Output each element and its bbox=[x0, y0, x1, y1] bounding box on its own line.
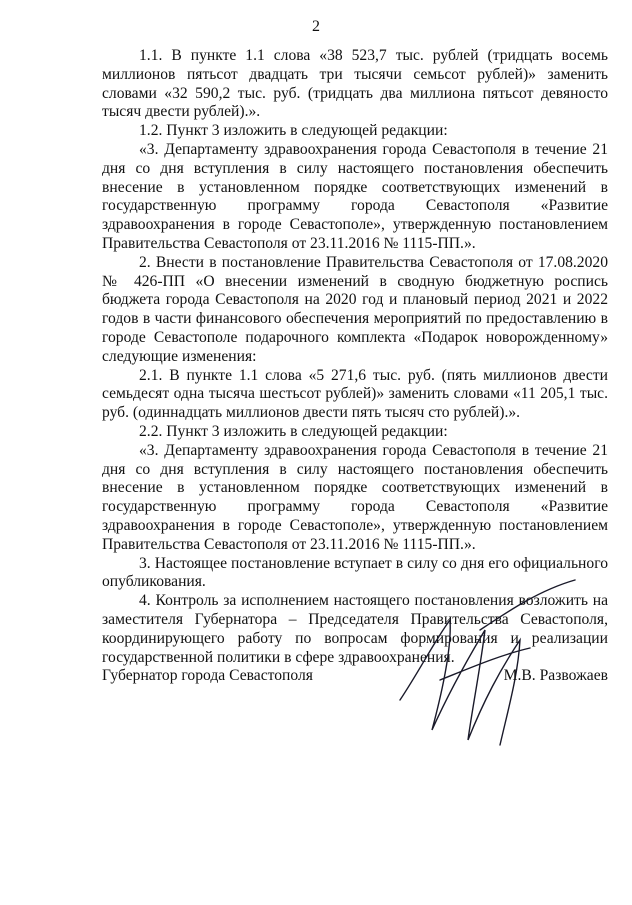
page-number: 2 bbox=[312, 18, 320, 35]
signatory-name: М.В. Развожаев bbox=[503, 667, 608, 684]
paragraph-1-1: 1.1. В пункте 1.1 слова «38 523,7 тыс. рублей (тридцать восемь миллионов пятьсот двадцать три тысячи семьсот рублей)» заменить словами «32 590,2 тыс. руб. (тридцать два миллиона пятьсот девяносто тысяч двести рублей).». bbox=[102, 47, 608, 121]
paragraph-1-2-text: «3. Департаменту здравоохранения города Севастополя в течение 21 дня со дня вступления в силу настоящего постановления обеспечить внесение в установленном порядке соответствующих изменений в государственную программу города Севастополя «Развитие здравоохранения в городе Севастополе», утвержденную постановлением Правительства Севастополя от 23.11.2016 № 1115-ПП.». bbox=[102, 140, 608, 252]
paragraph-2-2-text: «3. Департаменту здравоохранения города Севастополя в течение 21 дня со дня вступления в силу настоящего постановления обеспечить внесение в установленном порядке соответствующих изменений в государственную программу города Севастополя «Развитие здравоохранения в городе Севастополе», утвержденную постановлением Правительства Севастополя от 23.11.2016 № 1115-ПП.». bbox=[102, 441, 608, 553]
paragraph-2-1: 2.1. В пункте 1.1 слова «5 271,6 тыс. руб. (пять миллионов двести семьдесят одна тысяча шестьсот рублей)» заменить словами «11 205,1 тыс. руб. (одиннадцать миллионов двести пять тысяч сто рублей).». bbox=[102, 366, 608, 422]
paragraph-4: 4. Контроль за исполнением настоящего постановления возложить на заместителя Губернатора – Председателя Правительства Севастополя, координирующего работу по вопросам формирования и реализации государственной политики в сфере здравоохранения. bbox=[102, 592, 608, 666]
paragraph-2-2: 2.2. Пункт 3 изложить в следующей редакции: bbox=[139, 422, 448, 440]
paragraph-1-2: 1.2. Пункт 3 изложить в следующей редакции: bbox=[139, 122, 448, 140]
paragraph-3: 3. Настоящее постановление вступает в силу со дня его официального опубликования. bbox=[102, 554, 608, 591]
paragraph-2: 2. Внести в постановление Правительства Севастополя от 17.08.2020 № 426-ПП «О внесении изменений в сводную бюджетную роспись бюджета города Севастополя на 2020 год и плановый период 2021 и 2022 годов в части финансового обеспечения мероприятий по предоставлению в городе Севастополе подарочного комплекта «Подарок новорожденному» следующие изменения: bbox=[102, 253, 608, 365]
signatory-title: Губернатор города Севастополя bbox=[102, 667, 313, 684]
